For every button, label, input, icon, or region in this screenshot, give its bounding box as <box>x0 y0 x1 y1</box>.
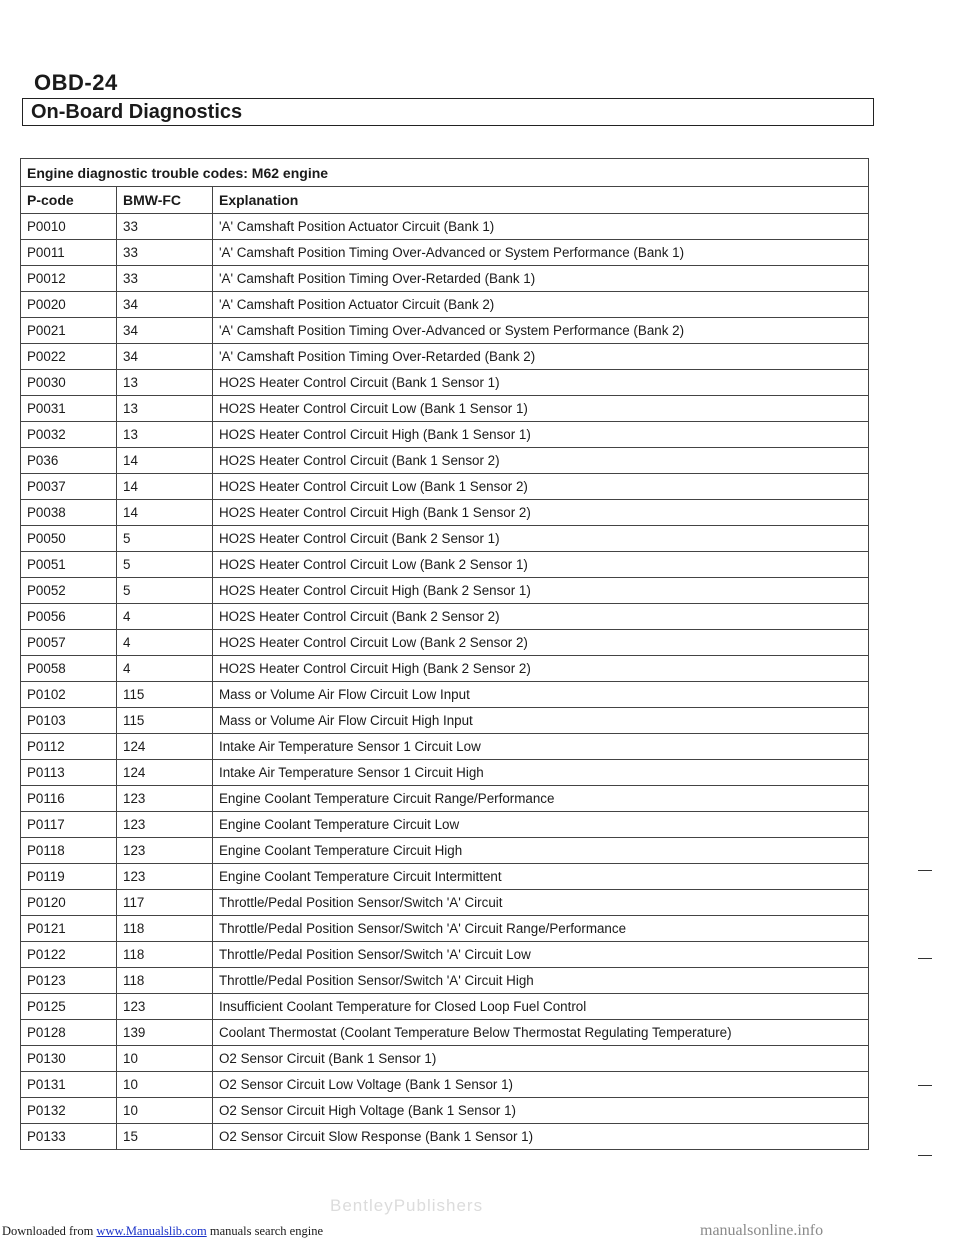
cell-pcode: P0118 <box>21 838 117 864</box>
cell-bmw-fc: 33 <box>117 240 213 266</box>
cell-bmw-fc: 4 <box>117 604 213 630</box>
cell-bmw-fc: 118 <box>117 968 213 994</box>
cell-explanation: HO2S Heater Control Circuit Low (Bank 2 Sensor 2) <box>213 630 869 656</box>
cell-bmw-fc: 5 <box>117 578 213 604</box>
cell-bmw-fc: 14 <box>117 500 213 526</box>
cell-bmw-fc: 5 <box>117 552 213 578</box>
cell-pcode: P0022 <box>21 344 117 370</box>
cell-explanation: Intake Air Temperature Sensor 1 Circuit Low <box>213 734 869 760</box>
cell-bmw-fc: 34 <box>117 318 213 344</box>
table-row <box>21 864 869 890</box>
cell-pcode: P0121 <box>21 916 117 942</box>
cell-explanation: HO2S Heater Control Circuit (Bank 2 Sensor 2) <box>213 604 869 630</box>
cell-explanation: 'A' Camshaft Position Actuator Circuit (Bank 1) <box>213 214 869 240</box>
dtc-table <box>20 158 869 1150</box>
cell-explanation: 'A' Camshaft Position Timing Over-Retarded (Bank 2) <box>213 344 869 370</box>
table-row <box>21 630 869 656</box>
cell-bmw-fc: 10 <box>117 1098 213 1124</box>
cell-pcode: P0030 <box>21 370 117 396</box>
cell-pcode: P0119 <box>21 864 117 890</box>
cell-pcode: P0038 <box>21 500 117 526</box>
table-row <box>21 916 869 942</box>
cell-pcode: P0112 <box>21 734 117 760</box>
cell-pcode: P0128 <box>21 1020 117 1046</box>
watermark: BentleyPublishers <box>330 1196 484 1215</box>
cell-bmw-fc: 14 <box>117 448 213 474</box>
cell-explanation: Throttle/Pedal Position Sensor/Switch 'A' Circuit <box>213 890 869 916</box>
cell-pcode: P0113 <box>21 760 117 786</box>
table-row <box>21 292 869 318</box>
column-header-bmw-fc: BMW-FC <box>117 187 213 214</box>
cell-explanation: 'A' Camshaft Position Timing Over-Advanced or System Performance (Bank 1) <box>213 240 869 266</box>
table-row <box>21 422 869 448</box>
table-row <box>21 500 869 526</box>
cell-pcode: P0103 <box>21 708 117 734</box>
cell-bmw-fc: 118 <box>117 916 213 942</box>
cell-explanation: HO2S Heater Control Circuit Low (Bank 2 Sensor 1) <box>213 552 869 578</box>
cell-explanation: HO2S Heater Control Circuit Low (Bank 1 Sensor 1) <box>213 396 869 422</box>
section-header <box>22 98 874 126</box>
cell-explanation: HO2S Heater Control Circuit (Bank 2 Sensor 1) <box>213 526 869 552</box>
cell-explanation: Coolant Thermostat (Coolant Temperature Below Thermostat Regulating Temperature) <box>213 1020 869 1046</box>
table-row <box>21 812 869 838</box>
cell-bmw-fc: 123 <box>117 838 213 864</box>
table-row <box>21 448 869 474</box>
cell-explanation: HO2S Heater Control Circuit Low (Bank 1 Sensor 2) <box>213 474 869 500</box>
table-row <box>21 318 869 344</box>
cell-bmw-fc: 118 <box>117 942 213 968</box>
cell-pcode: P0051 <box>21 552 117 578</box>
cell-bmw-fc: 124 <box>117 734 213 760</box>
download-prefix: Downloaded from <box>2 1224 97 1238</box>
table-row <box>21 240 869 266</box>
cell-pcode: P0052 <box>21 578 117 604</box>
cell-explanation: HO2S Heater Control Circuit High (Bank 1 Sensor 2) <box>213 500 869 526</box>
table-row <box>21 890 869 916</box>
cell-explanation: HO2S Heater Control Circuit High (Bank 1 Sensor 1) <box>213 422 869 448</box>
cell-explanation: HO2S Heater Control Circuit High (Bank 2 Sensor 1) <box>213 578 869 604</box>
table-row <box>21 474 869 500</box>
cell-pcode: P0133 <box>21 1124 117 1150</box>
cell-explanation: 'A' Camshaft Position Timing Over-Retarded (Bank 1) <box>213 266 869 292</box>
cell-explanation: HO2S Heater Control Circuit (Bank 1 Sensor 2) <box>213 448 869 474</box>
cell-explanation: O2 Sensor Circuit Low Voltage (Bank 1 Sensor 1) <box>213 1072 869 1098</box>
table-row <box>21 760 869 786</box>
table-caption-row <box>21 159 869 187</box>
cell-pcode: P0031 <box>21 396 117 422</box>
table-row <box>21 578 869 604</box>
cell-bmw-fc: 34 <box>117 292 213 318</box>
table-row <box>21 734 869 760</box>
cell-explanation: Throttle/Pedal Position Sensor/Switch 'A' Circuit High <box>213 968 869 994</box>
cell-bmw-fc: 33 <box>117 214 213 240</box>
margin-mark <box>918 1085 932 1086</box>
cell-pcode: P0032 <box>21 422 117 448</box>
cell-bmw-fc: 139 <box>117 1020 213 1046</box>
table-caption: Engine diagnostic trouble codes: M62 engine <box>21 159 869 187</box>
cell-bmw-fc: 117 <box>117 890 213 916</box>
cell-pcode: P0010 <box>21 214 117 240</box>
cell-explanation: O2 Sensor Circuit Slow Response (Bank 1 Sensor 1) <box>213 1124 869 1150</box>
cell-explanation: Mass or Volume Air Flow Circuit Low Input <box>213 682 869 708</box>
table-row <box>21 552 869 578</box>
table-row <box>21 994 869 1020</box>
cell-pcode: P0037 <box>21 474 117 500</box>
table-row <box>21 396 869 422</box>
cell-bmw-fc: 13 <box>117 370 213 396</box>
section-title: On-Board Diagnostics <box>31 101 243 123</box>
cell-bmw-fc: 33 <box>117 266 213 292</box>
column-header-pcode: P-code <box>21 187 117 214</box>
footer <box>0 1222 960 1242</box>
cell-bmw-fc: 15 <box>117 1124 213 1150</box>
cell-explanation: Intake Air Temperature Sensor 1 Circuit High <box>213 760 869 786</box>
cell-bmw-fc: 13 <box>117 396 213 422</box>
table-row <box>21 344 869 370</box>
cell-explanation: Engine Coolant Temperature Circuit Range/Performance <box>213 786 869 812</box>
cell-bmw-fc: 10 <box>117 1072 213 1098</box>
cell-pcode: P036 <box>21 448 117 474</box>
cell-pcode: P0011 <box>21 240 117 266</box>
cell-bmw-fc: 123 <box>117 994 213 1020</box>
cell-explanation: Engine Coolant Temperature Circuit Low <box>213 812 869 838</box>
dtc-table-body <box>21 159 869 1150</box>
table-row <box>21 1124 869 1150</box>
cell-explanation: O2 Sensor Circuit High Voltage (Bank 1 Sensor 1) <box>213 1098 869 1124</box>
cell-explanation: Engine Coolant Temperature Circuit High <box>213 838 869 864</box>
cell-bmw-fc: 115 <box>117 708 213 734</box>
cell-explanation: HO2S Heater Control Circuit High (Bank 2 Sensor 2) <box>213 656 869 682</box>
table-row <box>21 214 869 240</box>
brand-label: manualsonline.info <box>700 1222 824 1239</box>
cell-bmw-fc: 123 <box>117 812 213 838</box>
cell-bmw-fc: 13 <box>117 422 213 448</box>
cell-pcode: P0117 <box>21 812 117 838</box>
margin-mark <box>918 870 932 871</box>
table-row <box>21 942 869 968</box>
cell-pcode: P0102 <box>21 682 117 708</box>
cell-explanation: Throttle/Pedal Position Sensor/Switch 'A' Circuit Range/Performance <box>213 916 869 942</box>
table-row <box>21 526 869 552</box>
cell-bmw-fc: 5 <box>117 526 213 552</box>
cell-bmw-fc: 4 <box>117 656 213 682</box>
download-note <box>2 1224 323 1239</box>
cell-explanation: Mass or Volume Air Flow Circuit High Input <box>213 708 869 734</box>
cell-bmw-fc: 34 <box>117 344 213 370</box>
table-row <box>21 1046 869 1072</box>
table-row <box>21 370 869 396</box>
cell-bmw-fc: 4 <box>117 630 213 656</box>
table-row <box>21 266 869 292</box>
download-suffix: manuals search engine <box>206 1224 323 1238</box>
cell-pcode: P0058 <box>21 656 117 682</box>
table-row <box>21 656 869 682</box>
cell-pcode: P0120 <box>21 890 117 916</box>
cell-pcode: P0116 <box>21 786 117 812</box>
cell-explanation: Throttle/Pedal Position Sensor/Switch 'A' Circuit Low <box>213 942 869 968</box>
cell-explanation: 'A' Camshaft Position Actuator Circuit (Bank 2) <box>213 292 869 318</box>
cell-explanation: 'A' Camshaft Position Timing Over-Advanced or System Performance (Bank 2) <box>213 318 869 344</box>
margin-mark <box>918 958 932 959</box>
cell-explanation: O2 Sensor Circuit (Bank 1 Sensor 1) <box>213 1046 869 1072</box>
cell-bmw-fc: 123 <box>117 864 213 890</box>
cell-pcode: P0130 <box>21 1046 117 1072</box>
margin-mark <box>918 1155 932 1156</box>
cell-pcode: P0132 <box>21 1098 117 1124</box>
cell-pcode: P0125 <box>21 994 117 1020</box>
table-row <box>21 1020 869 1046</box>
cell-pcode: P0020 <box>21 292 117 318</box>
page-code: OBD-24 <box>34 70 118 95</box>
cell-bmw-fc: 124 <box>117 760 213 786</box>
table-row <box>21 1098 869 1124</box>
cell-pcode: P0122 <box>21 942 117 968</box>
cell-pcode: P0012 <box>21 266 117 292</box>
table-row <box>21 968 869 994</box>
table-row <box>21 708 869 734</box>
column-header-explanation: Explanation <box>213 187 869 214</box>
cell-explanation: Engine Coolant Temperature Circuit Intermittent <box>213 864 869 890</box>
cell-pcode: P0057 <box>21 630 117 656</box>
cell-pcode: P0123 <box>21 968 117 994</box>
cell-explanation: HO2S Heater Control Circuit (Bank 1 Sensor 1) <box>213 370 869 396</box>
cell-pcode: P0050 <box>21 526 117 552</box>
table-row <box>21 1072 869 1098</box>
table-row <box>21 786 869 812</box>
cell-bmw-fc: 115 <box>117 682 213 708</box>
cell-pcode: P0056 <box>21 604 117 630</box>
cell-pcode: P0021 <box>21 318 117 344</box>
cell-bmw-fc: 14 <box>117 474 213 500</box>
manualslib-link[interactable]: www.Manualslib.com <box>96 1224 207 1238</box>
table-row <box>21 604 869 630</box>
table-header-row <box>21 187 869 214</box>
cell-bmw-fc: 10 <box>117 1046 213 1072</box>
table-row <box>21 682 869 708</box>
cell-bmw-fc: 123 <box>117 786 213 812</box>
cell-explanation: Insufficient Coolant Temperature for Closed Loop Fuel Control <box>213 994 869 1020</box>
table-row <box>21 838 869 864</box>
cell-pcode: P0131 <box>21 1072 117 1098</box>
